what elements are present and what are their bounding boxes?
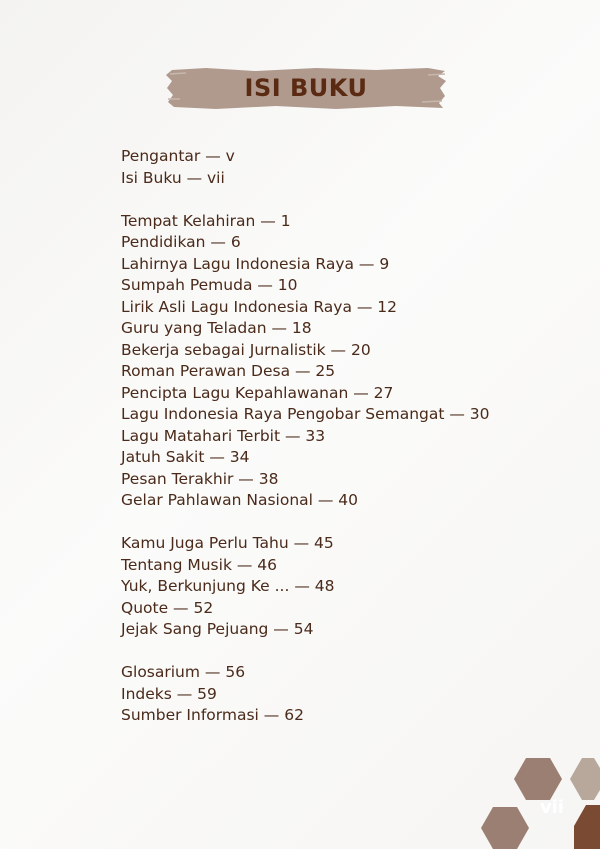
toc-entry: Pencipta Lagu Kepahlawanan — 27 — [121, 383, 394, 402]
toc-entry: Sumber Informasi — 62 — [121, 706, 304, 724]
toc-entry: Tempat Kelahiran — 1 — [121, 211, 291, 230]
hexagon-shape — [570, 758, 600, 800]
toc-entry: Lirik Asli Lagu Indonesia Raya — 12 — [121, 297, 398, 316]
toc-entry: Lahirnya Lagu Indonesia Raya — 9 — [121, 254, 390, 273]
hexagon-shape — [574, 805, 600, 849]
table-of-contents — [121, 146, 541, 748]
toc-entry: Glosarium — 56 — [121, 663, 246, 681]
toc-entry: Jejak Sang Pejuang — 54 — [121, 620, 314, 638]
toc-group-chapters — [121, 211, 541, 512]
title-banner — [166, 66, 446, 110]
toc-entry: Gelar Pahlawan Nasional — 40 — [121, 491, 359, 509]
toc-group-back-matter — [121, 662, 541, 727]
toc-entry: Lagu Indonesia Raya Pengobar Semangat — 30 — [121, 405, 490, 423]
hexagon-shape — [481, 807, 529, 849]
toc-group-front-matter — [121, 146, 541, 189]
page-title: ISI BUKU — [244, 74, 368, 102]
toc-entry: Kamu Juga Perlu Tahu — 45 — [121, 534, 334, 552]
toc-entry: Tentang Musik — 46 — [121, 555, 277, 574]
toc-group-extras — [121, 533, 541, 641]
toc-entry: Guru yang Teladan — 18 — [121, 319, 312, 337]
toc-entry: Isi Buku — vii — [121, 168, 225, 187]
toc-entry: Lagu Matahari Terbit — 33 — [121, 426, 326, 445]
toc-entry: Yuk, Berkunjung Ke ... — 48 — [121, 577, 335, 595]
toc-entry: Pendidikan — 6 — [121, 233, 241, 251]
toc-entry: Indeks — 59 — [121, 684, 217, 703]
toc-entry: Pesan Terakhir — 38 — [121, 469, 279, 488]
toc-entry: Bekerja sebagai Jurnalistik — 20 — [121, 340, 371, 359]
toc-entry: Roman Perawan Desa — 25 — [121, 362, 336, 380]
toc-entry: Sumpah Pemuda — 10 — [121, 276, 298, 294]
page-number: vii — [539, 796, 565, 818]
toc-entry: Pengantar — v — [121, 147, 235, 165]
toc-entry: Quote — 52 — [121, 598, 214, 617]
toc-entry: Jatuh Sakit — 34 — [121, 448, 250, 466]
